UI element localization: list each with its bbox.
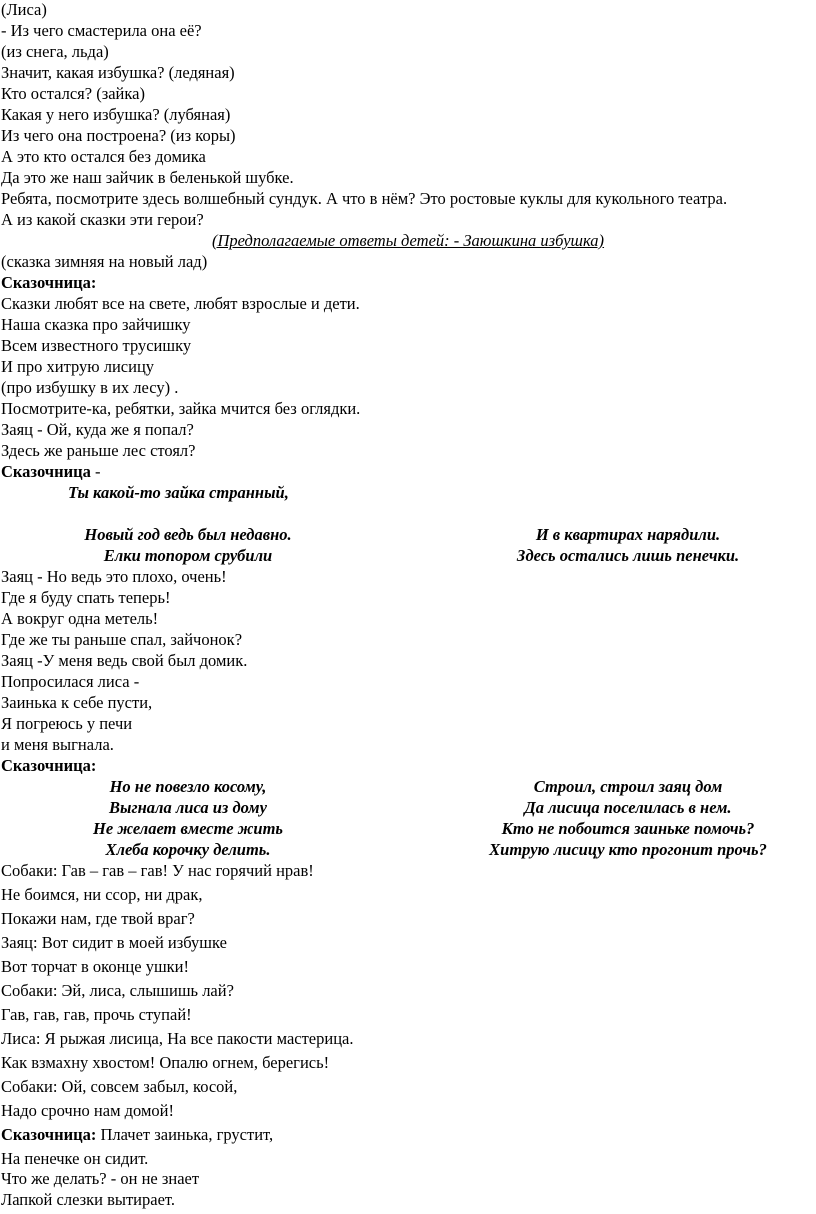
text-line: Заяц: Вот сидит в моей избушке <box>1 933 227 952</box>
speaker-line <box>1 1125 273 1145</box>
text-line: И про хитрую лисицу <box>1 357 155 376</box>
text-line: Гав, гав, гав, прочь ступай! <box>1 1005 192 1024</box>
poem-line-right: Хитрую лисицу кто прогонит прочь? <box>489 840 767 859</box>
text-line: А это кто остался без домика <box>1 147 206 166</box>
expected-answer: (Предполагаемые ответы детей: - Заюшкина избушка) <box>211 231 605 250</box>
text-line: Посмотрите-ка, ребятки, зайка мчится без оглядки. <box>1 399 361 418</box>
text-line: Здесь же раньше лес стоял? <box>1 441 196 460</box>
text-line: Покажи нам, где твой враг? <box>1 909 195 928</box>
text-line: Заяц -У меня ведь свой был домик. <box>1 651 248 670</box>
text-line: Лиса: Я рыжая лисица, На все пакости мастерица. <box>1 1029 354 1048</box>
text-line: Где я буду спать теперь! <box>1 588 171 607</box>
text-line: А вокруг одна метель! <box>1 609 159 628</box>
text-line: Из чего она построена? (из коры) <box>1 126 236 145</box>
text-line: Лапкой слезки вытирает. <box>1 1190 175 1209</box>
text-line: Не боимся, ни ссор, ни драк, <box>1 885 203 904</box>
poem-line-right: Строил, строил заяц дом <box>533 777 723 796</box>
text-line: Заинька к себе пусти, <box>1 693 153 712</box>
poem-line-left: Хлеба корочку делить. <box>105 840 271 859</box>
text-line: - Из чего смастерила она её? <box>1 21 202 40</box>
text-line: Всем известного трусишку <box>1 336 192 355</box>
text-line: Заяц - Но ведь это плохо, очень! <box>1 567 227 586</box>
text-line: Надо срочно нам домой! <box>1 1101 174 1120</box>
poem-line-right: Кто не побоится заиньке помочь? <box>501 819 755 838</box>
speaker-label: Сказочница: <box>1 1125 97 1144</box>
text-line: Ребята, посмотрите здесь волшебный сундук. А что в нём? Это ростовые куклы для кукольного театра. <box>1 189 728 208</box>
poem-line-right: И в квартирах нарядили. <box>535 525 721 544</box>
text-line: Я погреюсь у печи <box>1 714 133 733</box>
text-line: Собаки: Гав – гав – гав! У нас горячий нрав! <box>1 861 314 880</box>
poem-line-left: Выгнала лиса из дому <box>109 798 267 817</box>
text-line: Где же ты раньше спал, зайчонок? <box>1 630 243 649</box>
text-line: (Лиса) <box>1 0 47 19</box>
speaker-label: Сказочница: <box>1 756 97 775</box>
poem-line-left: Не желает вместе жить <box>93 819 283 838</box>
text-line: (из снега, льда) <box>1 42 109 61</box>
text-line: А из какой сказки эти герои? <box>1 210 204 229</box>
text-line: Как взмахну хвостом! Опалю огнем, берегись! <box>1 1053 330 1072</box>
text-line: На пенечке он сидит. <box>1 1149 149 1168</box>
text-line: (про избушку в их лесу) . <box>1 378 179 397</box>
poem-line-right: Здесь остались лишь пенечки. <box>516 546 740 565</box>
text-line: Что же делать? - он не знает <box>1 1169 200 1188</box>
text-line: Какая у него избушка? (лубяная) <box>1 105 231 124</box>
speaker-line <box>1 462 100 482</box>
poem-line-right: Да лисица поселилась в нем. <box>524 798 732 817</box>
subtitle: (сказка зимняя на новый лад) <box>1 252 208 271</box>
poem-line: Ты какой-то зайка странный, <box>68 483 289 502</box>
poem-line-left: Но не повезло косому, <box>109 777 267 796</box>
speaker-label: Сказочница <box>1 462 91 481</box>
text-line: Попросилася лиса - <box>1 672 140 691</box>
poem-line-left: Елки топором срубили <box>103 546 273 565</box>
text-line: Кто остался? (зайка) <box>1 84 145 103</box>
speaker-suffix: - <box>90 462 101 481</box>
text-line: Вот торчат в оконце ушки! <box>1 957 189 976</box>
text-line: Заяц - Ой, куда же я попал? <box>1 420 194 439</box>
text-line: Собаки: Ой, совсем забыл, косой, <box>1 1077 238 1096</box>
poem-line-left: Новый год ведь был недавно. <box>84 525 292 544</box>
text-line: и меня выгнала. <box>1 735 114 754</box>
text-line: Значит, какая избушка? (ледяная) <box>1 63 235 82</box>
speaker-text: Плачет заинька, грустит, <box>96 1125 274 1144</box>
text-line: Собаки: Эй, лиса, слышишь лай? <box>1 981 234 1000</box>
speaker-label: Сказочница: <box>1 273 97 292</box>
text-line: Да это же наш зайчик в беленькой шубке. <box>1 168 294 187</box>
text-line: Сказки любят все на свете, любят взрослые и дети. <box>1 294 360 313</box>
text-line: Наша сказка про зайчишку <box>1 315 191 334</box>
